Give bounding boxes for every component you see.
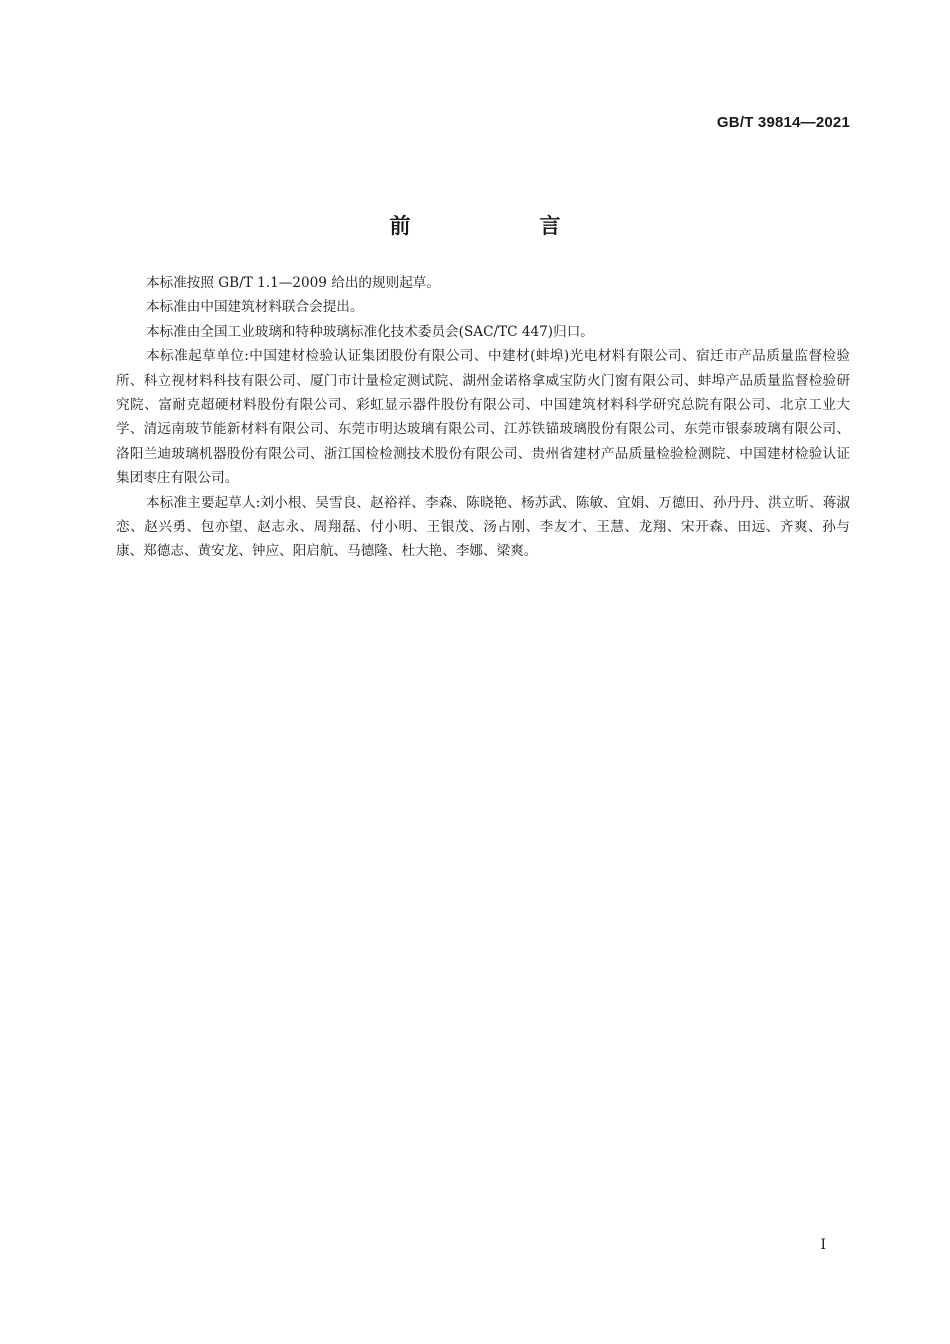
paragraph-proposer: 本标准由中国建筑材料联合会提出。 xyxy=(146,299,364,316)
paragraph-committee: 本标准由全国工业玻璃和特种玻璃标准化技术委员会(SAC/TC 447)归口。 xyxy=(146,323,594,340)
paragraph-drafters: 本标准主要起草人:刘小根、吴雪良、赵裕祥、李森、陈晓艳、杨苏武、陈敏、宜娟、万德田、孙丹丹、洪立昕、蒋淑恋、赵兴勇、包亦望、赵志永、周翔磊、付小明、王银茂、汤占刚、李友才、王慧、龙翔、宋开森、田远、齐爽、孙与康、郑德志、黄安龙、钟应、阳启航、马德隆、杜大艳、李娜、梁爽。 xyxy=(116,494,850,560)
paragraph-drafting-units: 本标准起草单位:中国建材检验认证集团股份有限公司、中建材(蚌埠)光电材料有限公司、宿迁市产品质量监督检验所、科立视材料科技有限公司、厦门市计量检定测试院、湖州金诺格拿威宝防火门窗有限公司、蚌埠产品质量监督检验研究院、富耐克超硬材料股份有限公司、彩虹显示器件股份有限公司、中国建筑材料科学研究总院有限公司、北京工业大学、清远南玻节能新材料有限公司、东莞市明达玻璃有限公司、江苏铁锚玻璃股份有限公司、东莞市银泰玻璃有限公司、洛阳兰迪玻璃机器股份有限公司、浙江国检检测技术股份有限公司、贵州省建材产品质量检验检测院、中国建材检验认证集团枣庄有限公司。 xyxy=(116,348,850,487)
paragraph-drafting-rules: 本标准按照 GB/T 1.1—2009 给出的规则起草。 xyxy=(146,275,440,291)
page-title: 前 言 xyxy=(389,214,615,239)
document-body xyxy=(116,271,850,564)
standard-code: GB/T 39814—2021 xyxy=(716,114,850,131)
page-number: I xyxy=(820,1237,826,1253)
